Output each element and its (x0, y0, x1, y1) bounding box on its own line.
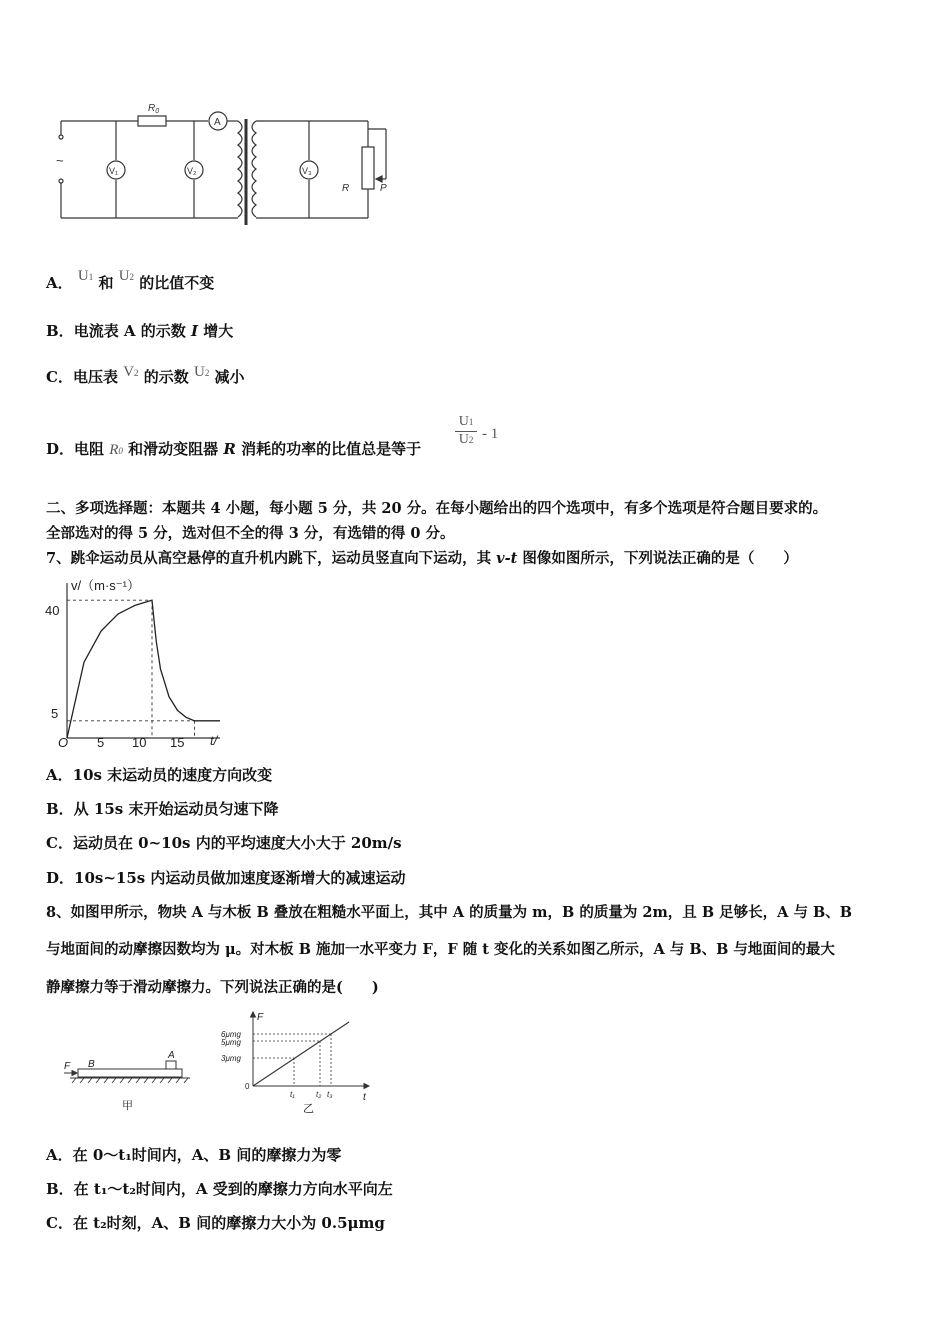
q7-option-a: A．10s 末运动员的速度方向改变 (46, 766, 273, 784)
x-axis-label: t/ (210, 733, 218, 748)
block-a-label: A (168, 1050, 175, 1061)
y-tick-40: 40 (45, 603, 60, 618)
velocity-curve (67, 600, 220, 738)
y-label-3umg: 3μmg (221, 1054, 241, 1063)
minus-one: - 1 (482, 426, 499, 442)
board-b-label: B (88, 1059, 95, 1070)
q6-option-c: C．电压表 V2 的示数 U2 减小 (46, 364, 245, 386)
section2-line1: 二、多项选择题：本题共 4 小题，每小题 5 分，共 20 分。在每小题给出的四个选项中，有多个选项是符合题目要求的。 (46, 500, 828, 517)
q7-option-b: B．从 15s 末开始运动员匀速下降 (46, 800, 279, 818)
caption-jia: 甲 (122, 1100, 133, 1112)
q6-option-b: B．电流表 A 的示数 I 增大 (46, 322, 234, 340)
ammeter-label: A (214, 117, 221, 128)
y-label-6umg: 6μmg (221, 1030, 241, 1039)
q7-stem: 7、跳伞运动员从高空悬停的直升机内跳下，运动员竖直向下运动，其 v-t 图像如图所示，下列说法正确的是（ ） (46, 550, 798, 567)
caption-yi: 乙 (303, 1103, 314, 1115)
t-axis-label: t (363, 1092, 366, 1103)
x-tick-15: 15 (170, 735, 185, 750)
y-label-5umg: 5μmg (221, 1038, 241, 1047)
q7-option-d: D．10s~15s 内运动员做加速度逐渐增大的减速运动 (46, 869, 406, 887)
figure-jia (60, 1045, 200, 1115)
q8-option-c: C．在 t₂时刻，A、B 间的摩擦力大小为 0.5μmg (46, 1214, 385, 1232)
f-axis-label: F (257, 1012, 264, 1023)
q8-option-b: B．在 t₁～t₂时间内，A 受到的摩擦力方向水平向左 (46, 1180, 393, 1198)
force-label: F (64, 1061, 71, 1072)
p-label: P (380, 183, 387, 194)
q8-stem-line3: 静摩擦力等于滑动摩擦力。下列说法正确的是( ) (46, 979, 379, 996)
q8-stem-line1: 8、如图甲所示，物块 A 与木板 B 叠放在粗糙水平面上，其中 A 的质量为 m，B 的质量为 2m，且 B 足够长，A 与 B、B (46, 904, 853, 921)
x-tick-5: 5 (97, 735, 105, 750)
r0-label: $R_0$ (148, 103, 160, 115)
x-label-t1: t₁ (290, 1090, 295, 1099)
q6-option-d: D．电阻 R0 和滑动变阻器 R 消耗的功率的比值总是等于 (46, 440, 422, 458)
origin-label: O (58, 735, 69, 750)
r-label: R (342, 183, 350, 194)
figure-yi (215, 1008, 375, 1118)
q7-option-c: C．运动员在 0~10s 内的平均速度大小大于 20m/s (46, 834, 402, 852)
q6-option-a: A． U1 和 U2 的比值不变 (46, 268, 215, 292)
circuit-diagram (50, 95, 400, 235)
force-line (253, 1022, 349, 1086)
q8-option-a: A．在 0～t₁时间内，A、B 间的摩擦力为零 (46, 1146, 342, 1164)
x-label-t3: t₃ (327, 1090, 333, 1099)
x-tick-10: 10 (132, 735, 147, 750)
y-tick-5: 5 (51, 706, 59, 721)
vt-chart (40, 573, 240, 753)
fraction-u1-u2: U1 U2 (455, 414, 477, 448)
ac-symbol: ~ (56, 153, 64, 168)
origin-zero: 0 (245, 1082, 250, 1091)
section2-line2: 全部选对的得 5 分，选对但不全的得 3 分，有选错的得 0 分。 (46, 525, 455, 542)
x-label-t2: t₂ (316, 1090, 322, 1099)
v2-label: V₂ (187, 166, 197, 176)
q8-stem-line2: 与地面间的动摩擦因数均为 μ。对木板 B 施加一水平变力 F，F 随 t 变化的关系如图乙所示，A 与 B、B 与地面间的最大 (46, 941, 835, 958)
v3-label: V₃ (302, 166, 312, 176)
v1-label: V₁ (109, 166, 119, 176)
y-axis-label: v/（m·s⁻¹） (71, 578, 140, 593)
